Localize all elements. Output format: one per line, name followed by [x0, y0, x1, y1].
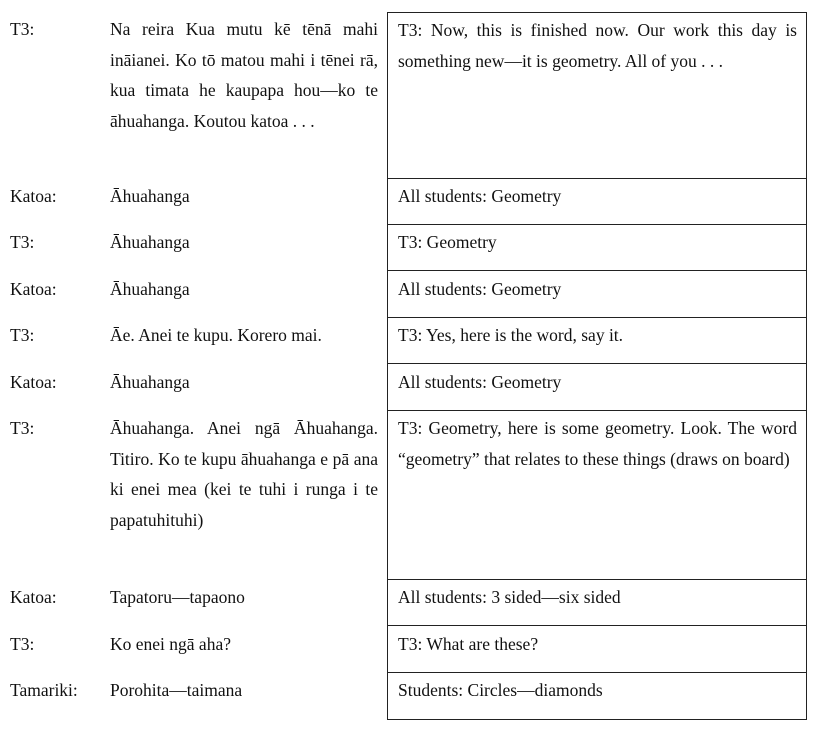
- maori-text: Na reira Kua mutu kē tēnā mahi ināianei. Ko tō matou mahi i tēnei rā, kua timata he kaupapa hou—ko te āhuahanga. Koutou katoa . . .: [110, 19, 378, 131]
- speaker-label: Katoa:: [10, 372, 57, 392]
- maori-text: Āhuahanga. Anei ngā Āhuahanga. Titiro. Ko te kupu āhuahanga e pā ana ki enei mea (kei te tuhi i runga i te papatuhituhi): [110, 418, 378, 530]
- english-text: T3: Now, this is finished now. Our work this day is something new—it is geometry. All of you . . .: [398, 20, 797, 71]
- english-text: T3: Geometry: [398, 232, 497, 252]
- maori-text: Āhuahanga: [110, 186, 190, 206]
- english-cell: [387, 626, 807, 673]
- speaker-label: T3:: [10, 19, 35, 39]
- english-text: T3: Geometry, here is some geometry. Look. The word “geometry” that relates to these things (draws on board): [398, 418, 797, 469]
- english-text: All students: 3 sided—six sided: [398, 587, 621, 607]
- english-text: All students: Geometry: [398, 372, 562, 392]
- maori-text: Āhuahanga: [110, 279, 190, 299]
- english-text: T3: Yes, here is the word, say it.: [398, 325, 624, 345]
- maori-text: Tapatoru—tapaono: [110, 587, 245, 607]
- speaker-label: T3:: [10, 634, 35, 654]
- speaker-label: T3:: [10, 418, 35, 438]
- maori-text: Āe. Anei te kupu. Korero mai.: [110, 325, 322, 345]
- english-cell: [387, 179, 807, 225]
- maori-text: Āhuahanga: [110, 372, 190, 392]
- english-cell: [387, 225, 807, 271]
- english-cell: [387, 411, 807, 580]
- speaker-label: T3:: [10, 232, 35, 252]
- english-cell: [387, 673, 807, 720]
- english-text: All students: Geometry: [398, 186, 562, 206]
- english-text: T3: What are these?: [398, 634, 539, 654]
- english-cell: [387, 580, 807, 626]
- english-cell: [387, 364, 807, 411]
- english-cell: [387, 271, 807, 318]
- english-cell: [387, 12, 807, 179]
- english-text: All students: Geometry: [398, 279, 562, 299]
- english-cell: [387, 318, 807, 364]
- speaker-label: Katoa:: [10, 279, 57, 299]
- speaker-label: T3:: [10, 325, 35, 345]
- maori-text: Āhuahanga: [110, 232, 190, 252]
- speaker-label: Katoa:: [10, 186, 57, 206]
- speaker-label: Katoa:: [10, 587, 57, 607]
- maori-text: Porohita—taimana: [110, 680, 243, 700]
- speaker-label: Tamariki:: [10, 680, 78, 700]
- maori-text: Ko enei ngā aha?: [110, 634, 231, 654]
- english-text: Students: Circles—diamonds: [398, 680, 603, 700]
